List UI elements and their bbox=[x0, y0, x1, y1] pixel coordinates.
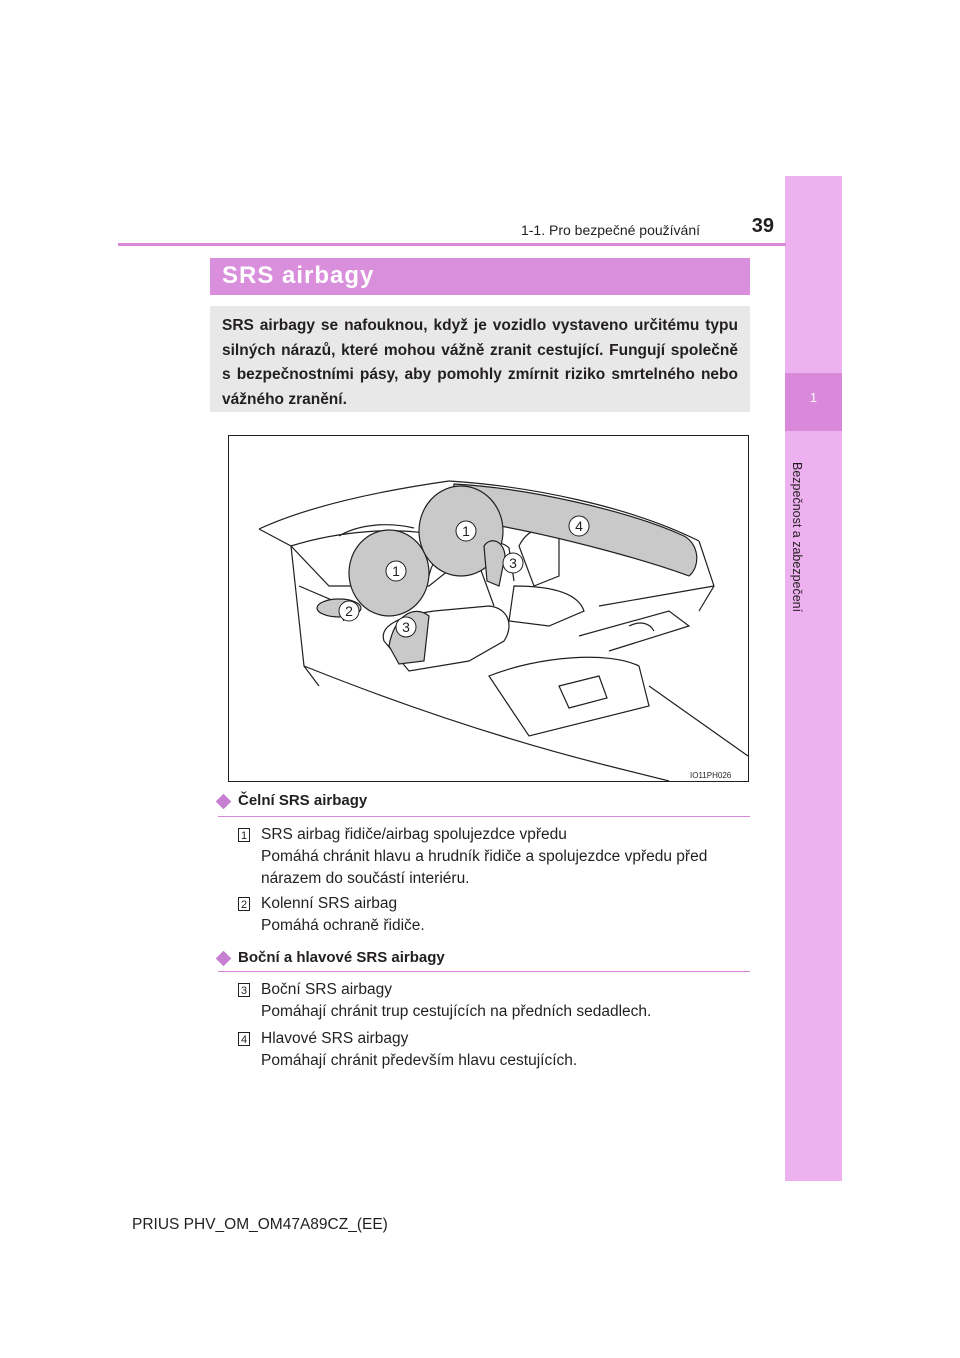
side-airbag-shape-passenger bbox=[484, 541, 505, 586]
header-divider bbox=[118, 243, 786, 246]
svg-text:1: 1 bbox=[462, 523, 470, 539]
callout-4 bbox=[569, 516, 589, 536]
chapter-side-tab bbox=[785, 176, 842, 1181]
diamond-bullet-icon bbox=[216, 794, 232, 810]
svg-text:3: 3 bbox=[402, 619, 410, 635]
rear-window-sill bbox=[599, 586, 714, 606]
rear-seat bbox=[489, 657, 649, 736]
item-number-2: 2 bbox=[238, 897, 250, 911]
floor-line bbox=[304, 666, 609, 766]
a-pillar bbox=[259, 529, 319, 686]
svg-text:1: 1 bbox=[392, 563, 400, 579]
chapter-label: Bezpečnost a zabezpečení bbox=[790, 462, 804, 613]
item-number-1: 1 bbox=[238, 828, 250, 842]
footer-document-id: PRIUS PHV_OM_OM47A89CZ_(EE) bbox=[132, 1216, 388, 1233]
chapter-number: 1 bbox=[809, 390, 818, 405]
callout-3-driver bbox=[396, 617, 416, 637]
item-title: Boční SRS airbagy bbox=[261, 981, 392, 998]
car-interior-drawing bbox=[229, 436, 748, 781]
section-divider bbox=[218, 816, 750, 817]
diamond-bullet-icon bbox=[216, 951, 232, 967]
item-description: Pomáhají chránit především hlavu cestujících. bbox=[261, 1052, 578, 1069]
item-number-4: 4 bbox=[238, 1032, 250, 1046]
svg-text:4: 4 bbox=[575, 518, 583, 534]
header-section-title: 1-1. Pro bezpečné používání bbox=[520, 222, 700, 238]
svg-text:2: 2 bbox=[345, 603, 353, 619]
figure-code: IO11PH026 bbox=[690, 771, 732, 780]
page-number: 39 bbox=[751, 215, 774, 237]
callout-1-passenger bbox=[456, 521, 476, 541]
section-divider bbox=[218, 971, 750, 972]
item-description: Pomáhá chránit hlavu a hrudník řidiče a spolujezdce vpředu před nárazem do součástí interiéru. bbox=[261, 848, 708, 887]
item-title: SRS airbag řidiče/airbag spolujezdce vpředu bbox=[261, 826, 567, 843]
item-number-3: 3 bbox=[238, 983, 250, 997]
callout-2 bbox=[339, 601, 359, 621]
section-heading: Čelní SRS airbagy bbox=[238, 792, 368, 809]
item-description: Pomáhá ochraně řidiče. bbox=[261, 917, 425, 934]
callout-1-driver bbox=[386, 561, 406, 581]
page-title: SRS airbagy bbox=[222, 262, 375, 289]
item-title: Kolenní SRS airbag bbox=[261, 895, 398, 912]
airbag-illustration bbox=[228, 435, 749, 782]
item-description: Pomáhají chránit trup cestujících na předních sedadlech. bbox=[261, 1003, 652, 1020]
item-title: Hlavové SRS airbagy bbox=[261, 1030, 409, 1047]
intro-text: SRS airbagy se nafouknou, když je vozidlo vystaveno určitému typu silných nárazů, které mohou vážně zranit cestující. Fungují společně s bezpečnostními pásy, aby pomohly zmírnit riziko smrtelného nebo vážného zranění. bbox=[222, 317, 738, 408]
section-heading: Boční a hlavové SRS airbagy bbox=[238, 949, 445, 966]
svg-text:3: 3 bbox=[509, 555, 517, 571]
callout-3-passenger bbox=[503, 553, 523, 573]
rear-pillar bbox=[699, 541, 714, 611]
